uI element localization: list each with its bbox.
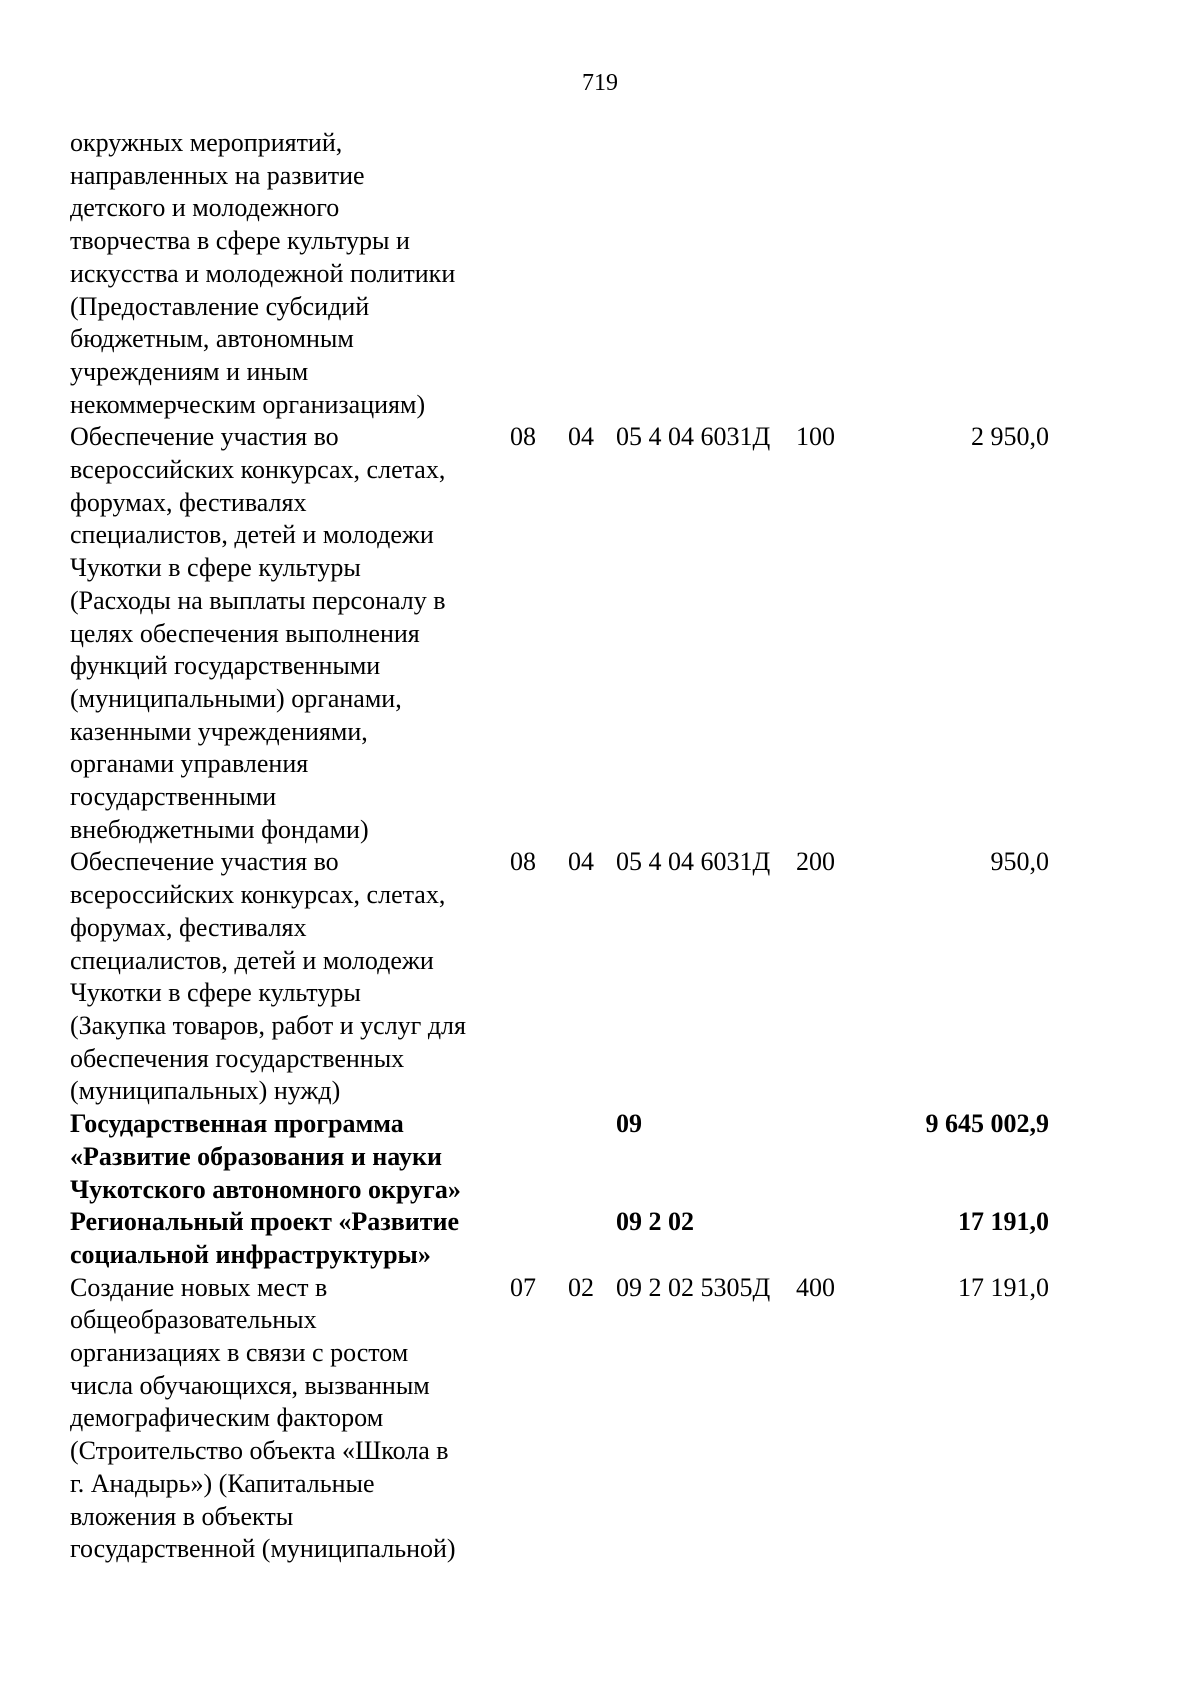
row-subsection: 02 xyxy=(568,1272,594,1302)
row-name: Государственная программа «Развитие образования и науки Чукотского автономного округа» xyxy=(70,1109,461,1204)
page-number: 719 xyxy=(582,70,618,96)
row-amount: 17 191,0 xyxy=(958,1207,1049,1237)
row-section: 08 xyxy=(510,422,536,452)
table-row-program xyxy=(70,1108,1140,1206)
row-name: Региональный проект «Развитие социальной инфраструктуры» xyxy=(70,1207,460,1269)
table-row xyxy=(70,127,1140,421)
table-row xyxy=(70,846,1140,1108)
row-target-article: 09 xyxy=(616,1109,642,1139)
row-section: 08 xyxy=(510,847,536,877)
row-target-article: 09 2 02 xyxy=(616,1207,694,1237)
row-name: окружных мероприятий, направленных на развитие детского и молодежного творчества в сфере культуры и искусства и молодежной политики (Предоставление субсидий бюджетным, автономным учреждениям и иным некоммерческим организациям) xyxy=(70,128,456,419)
row-target-article: 05 4 04 6031Д xyxy=(616,422,771,452)
row-amount: 2 950,0 xyxy=(971,422,1049,452)
row-name: Обеспечение участия во всероссийских конкурсах, слетах, форумах, фестивалях специалистов, детей и молодежи Чукотки в сфере культуры (Закупка товаров, работ и услуг для обеспечения государственных (муниципальных) нужд) xyxy=(70,847,466,1106)
table-row-project xyxy=(70,1206,1140,1271)
row-name: Обеспечение участия во всероссийских конкурсах, слетах, форумах, фестивалях специалистов, детей и молодежи Чукотки в сфере культуры (Расходы на выплаты персоналу в целях обеспечения выполнения функций государственными (муниципальными) органами, казенными учреждениями, органами управления государственными внебюджетными фондами) xyxy=(70,422,446,844)
row-expense-type: 400 xyxy=(796,1272,835,1302)
row-target-article: 09 2 02 5305Д xyxy=(616,1272,771,1302)
row-name: Создание новых мест в общеобразовательных организациях в связи с ростом числа обучающихся, вызванным демографическим фактором (Строительство объекта «Школа в г. Анадырь») (Капитальные вложения в объекты государственной (муниципальной) xyxy=(70,1272,456,1564)
table-row xyxy=(70,1272,1140,1566)
row-expense-type: 100 xyxy=(796,422,835,452)
row-amount: 17 191,0 xyxy=(958,1272,1049,1302)
row-subsection: 04 xyxy=(568,422,594,452)
row-target-article: 05 4 04 6031Д xyxy=(616,847,771,877)
row-expense-type: 200 xyxy=(796,847,835,877)
table-row xyxy=(70,421,1140,846)
row-amount: 950,0 xyxy=(990,847,1049,877)
row-amount: 9 645 002,9 xyxy=(925,1109,1049,1139)
row-section: 07 xyxy=(510,1272,536,1302)
row-subsection: 04 xyxy=(568,847,594,877)
budget-table xyxy=(70,127,1140,1566)
